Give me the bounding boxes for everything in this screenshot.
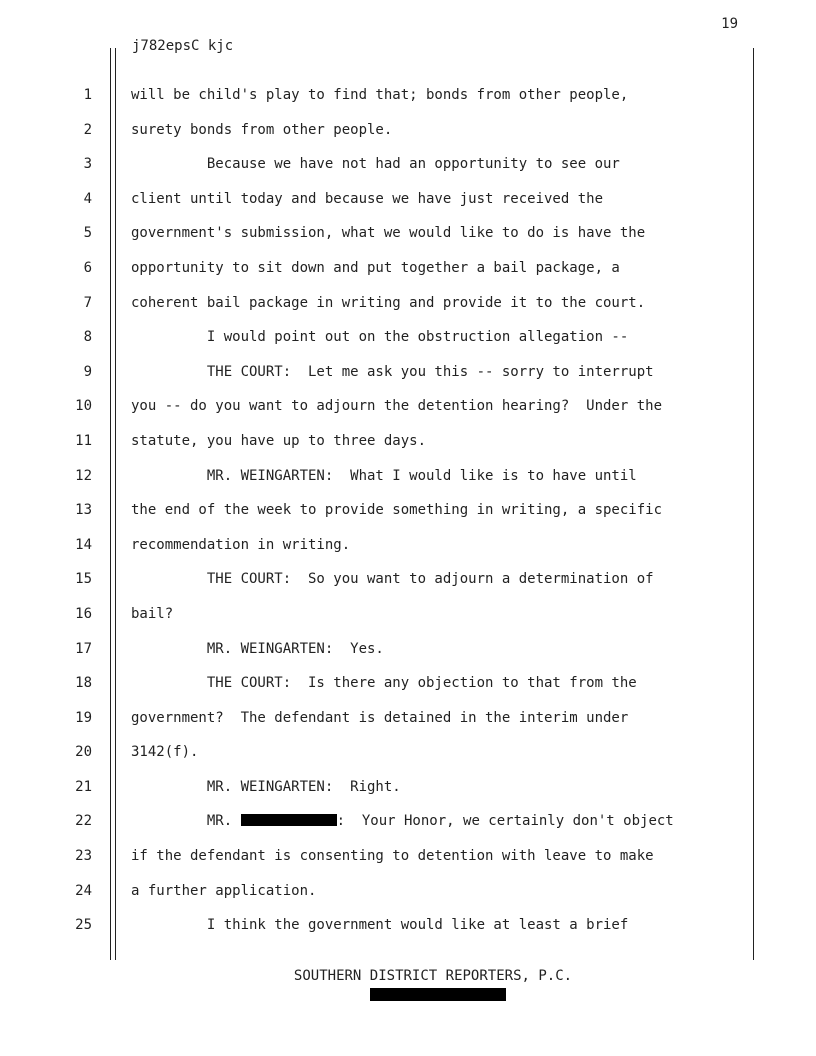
transcript-line (0, 464, 816, 499)
transcript-line (0, 567, 816, 602)
line-number: 16 (75, 605, 92, 622)
redaction-box (241, 814, 337, 826)
line-number: 19 (75, 709, 92, 726)
line-text: you -- do you want to adjourn the detention hearing? Under the (131, 398, 663, 415)
line-text: recommendation in writing. (131, 536, 351, 553)
transcript-line (0, 913, 816, 948)
transcript-line (0, 809, 816, 844)
line-text: government's submission, what we would like to do is have the (131, 225, 646, 242)
transcript-line (0, 291, 816, 326)
transcript-line (0, 637, 816, 672)
page-number: 19 (721, 16, 738, 32)
line-text: I would point out on the obstruction allegation -- (131, 329, 629, 346)
transcript-line (0, 256, 816, 291)
transcript-line (0, 740, 816, 775)
transcript-line (0, 221, 816, 256)
line-text: THE COURT: So you want to adjourn a determination of (131, 571, 654, 588)
transcript-line (0, 775, 816, 810)
line-number: 15 (75, 571, 92, 588)
line-number: 21 (75, 778, 92, 795)
transcript-line (0, 83, 816, 118)
line-number: 18 (75, 675, 92, 692)
line-number: 14 (75, 536, 92, 553)
line-number: 25 (75, 917, 92, 934)
footer-redaction-box (370, 988, 506, 1001)
line-number: 17 (75, 640, 92, 657)
transcript-line (0, 844, 816, 879)
line-text: MR. WEINGARTEN: What I would like is to have until (131, 467, 637, 484)
line-text: if the defendant is consenting to detention with leave to make (131, 848, 654, 865)
transcript-line (0, 671, 816, 706)
line-number: 22 (75, 813, 92, 830)
footer-reporter: SOUTHERN DISTRICT REPORTERS, P.C. (293, 968, 573, 984)
transcript-line (0, 533, 816, 568)
transcript-line (0, 602, 816, 637)
line-text: the end of the week to provide something in writing, a specific (131, 502, 663, 519)
transcript-line (0, 706, 816, 741)
line-number: 20 (75, 744, 92, 761)
line-text: opportunity to sit down and put together a bail package, a (131, 259, 620, 276)
transcript-line (0, 429, 816, 464)
line-number: 1 (83, 87, 92, 103)
line-text: 3142(f). (131, 744, 199, 761)
transcript-line (0, 360, 816, 395)
line-text: client until today and because we have just received the (131, 190, 604, 207)
transcript-line (0, 152, 816, 187)
transcript-line (0, 325, 816, 360)
line-text: MR. WEINGARTEN: Yes. (131, 640, 384, 657)
transcript-line (0, 118, 816, 153)
line-text: I think the government would like at least a brief (131, 917, 629, 934)
transcript-line (0, 187, 816, 222)
transcript-lines (0, 83, 816, 948)
transcript-line (0, 879, 816, 914)
line-text: bail? (131, 605, 174, 622)
transcript-line (0, 394, 816, 429)
line-text: THE COURT: Let me ask you this -- sorry to interrupt (131, 363, 654, 380)
line-number: 11 (75, 432, 92, 449)
header-code: j782epsC kjc (132, 38, 234, 54)
line-number: 2 (83, 121, 92, 138)
line-text (131, 809, 674, 833)
speaker-remainder: : Your Honor, we certainly don't object (336, 813, 674, 830)
line-text: will be child's play to find that; bonds from other people, (131, 87, 629, 103)
line-number: 24 (75, 882, 92, 899)
line-number: 8 (83, 329, 92, 346)
line-number: 4 (83, 190, 92, 207)
line-number: 12 (75, 467, 92, 484)
line-number: 9 (83, 363, 92, 380)
transcript-line (0, 498, 816, 533)
line-text: surety bonds from other people. (131, 121, 393, 138)
line-number: 3 (83, 156, 92, 173)
speaker-prefix: MR. (131, 813, 241, 830)
line-text: THE COURT: Is there any objection to that from the (131, 675, 637, 692)
line-number: 7 (83, 294, 92, 311)
line-number: 5 (83, 225, 92, 242)
line-text: statute, you have up to three days. (131, 432, 427, 449)
line-number: 10 (75, 398, 92, 415)
line-text: government? The defendant is detained in the interim under (131, 709, 629, 726)
line-text: coherent bail package in writing and provide it to the court. (131, 294, 646, 311)
line-number: 23 (75, 848, 92, 865)
line-text: a further application. (131, 882, 317, 899)
line-number: 6 (83, 259, 92, 276)
line-number: 13 (75, 502, 92, 519)
line-text: Because we have not had an opportunity to see our (131, 156, 620, 173)
line-text: MR. WEINGARTEN: Right. (131, 778, 401, 795)
